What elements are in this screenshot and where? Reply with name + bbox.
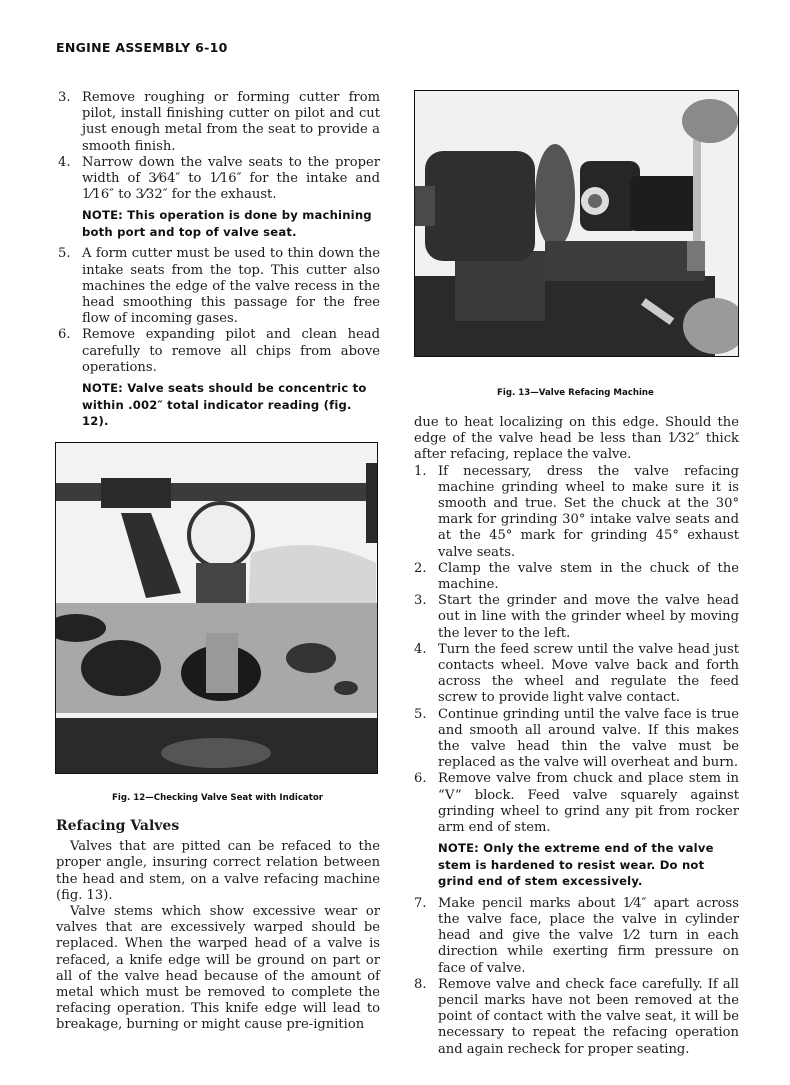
step-number: 5. xyxy=(58,246,71,262)
right-column xyxy=(414,415,739,1058)
step-number: 3. xyxy=(414,593,427,609)
step-number: 8. xyxy=(414,976,427,992)
step-text: Make pencil marks about 1⁄4″ apart across the valve face, place the valve in cylinder head and give the valve 1⁄2 turn in each direction while exerting firm pressure on face of valve. xyxy=(438,895,739,976)
step-item xyxy=(414,593,739,642)
step-text: Remove roughing or forming cutter from pilot, install finishing cutter on pilot and cut just enough metal from the seat to provide a smooth finish. xyxy=(82,90,380,154)
section-heading-refacing-valves: Refacing Valves xyxy=(56,818,180,834)
step-number: 1. xyxy=(414,463,427,479)
note-concentric: NOTE: Valve seats should be concentric to within .002″ total indicator reading (fig. 12). xyxy=(82,381,367,429)
figure-checking-valve-seat xyxy=(55,442,378,774)
step-text: Continue grinding until the valve face is true and smooth all around valve. If this makes the valve head thin the valve must be replaced as the valve will overheat and burn. xyxy=(438,706,739,771)
step-text: Clamp the valve stem in the chuck of the machine. xyxy=(438,560,739,593)
paragraph: Valves that are pitted can be refaced to the proper angle, insuring correct relation between the head and stem, on a valve refacing machine (fig. 13). xyxy=(56,839,380,903)
step-number: 4. xyxy=(58,154,71,170)
indicator-photo-icon xyxy=(56,443,377,773)
step-item xyxy=(414,561,739,593)
step-text: Remove expanding pilot and clean head carefully to remove all chips from above operations. xyxy=(82,327,380,375)
step-item xyxy=(414,707,739,772)
left-column-bottom xyxy=(56,818,380,1034)
paragraph: Valve stems which show excessive wear or valves that are excessively warped should be replaced. When the warped head of a valve is refaced, a knife edge will be ground on part or all of the valve head because of the amount of metal which must be removed to complete the refacing operation. This knife edge will lead to breakage, burning or might cause pre-ignition xyxy=(56,904,380,1033)
step-text: Remove valve from chuck and place stem in “V” block. Feed valve squarely against grinding wheel to grind any pit from rocker arm end of stem. xyxy=(438,771,739,836)
step-item xyxy=(414,771,739,836)
page-header: ENGINE ASSEMBLY 6-10 xyxy=(56,40,228,55)
step-number: 4. xyxy=(414,641,427,657)
step-text: Narrow down the valve seats to the proper width of 3⁄64″ to 1⁄16″ for the intake and 1⁄16″ to 3⁄32″ for the exhaust. xyxy=(82,154,380,203)
step-number: 7. xyxy=(414,895,427,911)
figure-valve-refacing-machine xyxy=(414,90,739,357)
step-item xyxy=(414,977,739,1058)
step-item xyxy=(414,642,739,707)
figure-13-caption: Fig. 13—Valve Refacing Machine xyxy=(497,388,654,398)
left-column-top xyxy=(58,90,380,436)
paragraph-continuation: due to heat localizing on this edge. Should the edge of the valve head be less than 1⁄32″ thick after refacing, replace the valve. xyxy=(414,415,739,463)
note-machining: NOTE: This operation is done by machining both port and top of valve seat. xyxy=(82,208,372,239)
step-number: 3. xyxy=(58,90,71,105)
note-stem-hardened: NOTE: Only the extreme end of the valve stem is hardened to resist wear. Do not grind end of stem excessively. xyxy=(438,841,714,889)
step-item xyxy=(58,155,380,204)
step-number: 6. xyxy=(58,327,71,343)
step-text: A form cutter must be used to thin down the intake seats from the top. This cutter also machines the edge of the valve recess in the head smoothing this passage for the free flow of incoming gases. xyxy=(82,246,380,327)
step-number: 5. xyxy=(414,706,427,722)
step-text: Turn the feed screw until the valve head just contacts wheel. Move valve back and forth across the wheel and regulate the feed screw to provide light valve contact. xyxy=(438,641,739,706)
figure-12-caption: Fig. 12—Checking Valve Seat with Indicator xyxy=(112,793,323,803)
step-text: If necessary, dress the valve refacing machine grinding wheel to make sure it is smooth and true. Set the chuck at the 30° mark for grinding 30° intake valve seats and at the 45° mark for grinding 45° exhaust valve seats. xyxy=(438,463,739,560)
step-item xyxy=(414,896,739,977)
step-item xyxy=(414,464,739,561)
step-number: 2. xyxy=(414,560,427,576)
step-number: 6. xyxy=(414,771,427,787)
step-text: Remove valve and check face carefully. If all pencil marks have not been removed at the point of contact with the valve seat, it will be necessary to repeat the refacing operation and again recheck for proper seating. xyxy=(438,976,739,1057)
step-item xyxy=(58,246,380,327)
step-text: Start the grinder and move the valve head out in line with the grinder wheel by moving the lever to the left. xyxy=(438,593,739,641)
step-item xyxy=(58,90,380,155)
machine-photo-icon xyxy=(415,91,738,356)
step-item xyxy=(58,327,380,376)
